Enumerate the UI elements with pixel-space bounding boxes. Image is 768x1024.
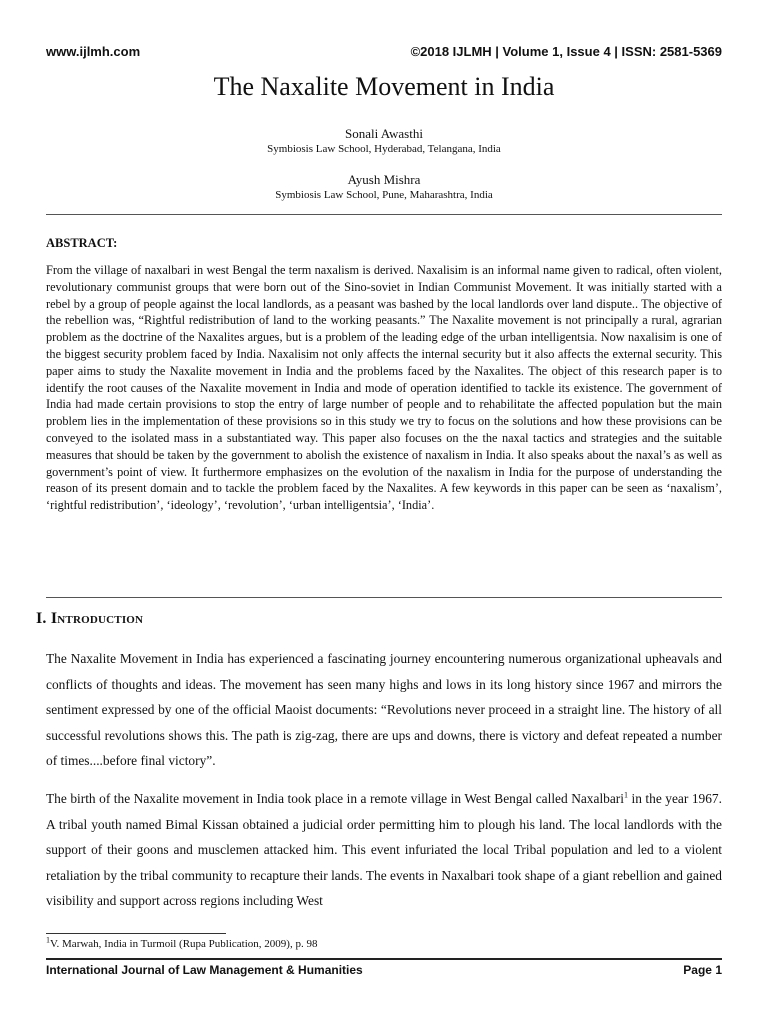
intro-paragraph: [46, 786, 722, 914]
abstract-text: From the village of naxalbari in west Bengal the term naxalism is derived. Naxalisim is an informal name given to radical, often violent, revolutionary communist groups that were born out of the Sino-soviet in Indian Communist Movement. It was initially started with a rebel by a group of people against the local landlords, as a peasant was bashed by the local landlords over land dispute.. The objective of the rebellion was, “Rightful redistribution of land to the working peasants.” The Naxalite movement is not principally a rural, agrarian problem as the doctrine of the Naxalites argues, but is a problem of the leading edge of the urban intelligentsia. Now naxalisim is one of the biggest security problem faced by India. Naxalisim not only affects the internal security but it also affects the external security. This paper aims to study the Naxalite movement in India and the problems faced by the Naxalites. The object of this research paper is to identify the root causes of the Naxalite movement in India and mode of operation identified to tackle its existence. The government of India had made certain provisions to stop the entry of large number of people and to rehabilitate the affected population but the main problem lies in the implementation of these provisions so in this study we try to focus on the solutions and how these provisions can be conveyed to the isolated mass in a substantiated way. This paper also focuses on the the naxal tactics and strategies and the suitable measures that should be taken by the government to abolish the existence of naxalism in India. It also speaks about the naxal’s as well as government’s point of view. It furthermore emphasizes on the evolution of the naxalism in India for the purpose of understanding the reason of its present domain and to tackle the problem faced by the Naxalites. A few keywords in this paper can be seen as ‘naxalism’, ‘rightful redistribution’, ‘ideology’, ‘revolution’, ‘urban intelligentsia’, ‘India’.: [46, 263, 722, 513]
author-affiliation: Symbiosis Law School, Pune, Maharashtra, India: [275, 189, 493, 201]
footnote-reference: 1: [623, 790, 628, 800]
footnote-divider: [46, 933, 226, 934]
journal-website: www.ijlmh.com: [46, 44, 141, 59]
section-number: I.: [36, 610, 47, 627]
intro-paragraph: The Naxalite Movement in India has experienced a fascinating journey encountering numerous organizational upheavals and conflicts of thoughts and ideas. The movement has seen many highs and lows in its long history since 1967 and mirrors the sentiment expressed by one of the official Maoist documents: “Revolutions never proceed in a straight line. The history of all successful revolutions shows this. The path is zig-zag, there are ups and downs, there is victory and defeat repeated a number of times....before final victory”.: [46, 651, 722, 769]
section-heading: [36, 610, 143, 628]
paper-title: The Naxalite Movement in India: [213, 72, 555, 101]
journal-issue-info: ©2018 IJLMH | Volume 1, Issue 4 | ISSN: 2581-5369: [410, 44, 722, 59]
header-divider: [46, 214, 722, 215]
page-number: Page 1: [683, 963, 722, 977]
footnote: [46, 935, 318, 950]
author-name: Ayush Mishra: [347, 172, 421, 187]
abstract-divider: [46, 597, 722, 598]
abstract-heading: ABSTRACT:: [46, 236, 118, 250]
footnote-mark: 1: [46, 935, 50, 945]
footnote-text: V. Marwah, India in Turmoil (Rupa Publication, 2009), p. 98: [50, 938, 318, 950]
journal-name: International Journal of Law Management & Humanities: [46, 963, 363, 977]
section-title: Introduction: [50, 610, 144, 627]
paragraph-text: in the year 1967. A tribal youth named Bimal Kissan obtained a judicial order permitting him to plough his land. The local landlords with the support of their goons and musclemen attacked him. This event infuriated the local Tribal population and led to a violent retaliation by the tribal community to recapture their lands. The events in Naxalbari took shape of a giant rebellion and gained visibility and support across regions including West: [46, 791, 722, 909]
page-header: [46, 44, 722, 64]
page-footer: [46, 963, 722, 981]
paragraph-text: The birth of the Naxalite movement in India took place in a remote village in West Bengal called Naxalbari: [46, 791, 624, 806]
footer-divider: [46, 958, 722, 960]
author-affiliation: Symbiosis Law School, Hyderabad, Telangana, India: [267, 143, 501, 155]
author-name: Sonali Awasthi: [345, 126, 423, 141]
